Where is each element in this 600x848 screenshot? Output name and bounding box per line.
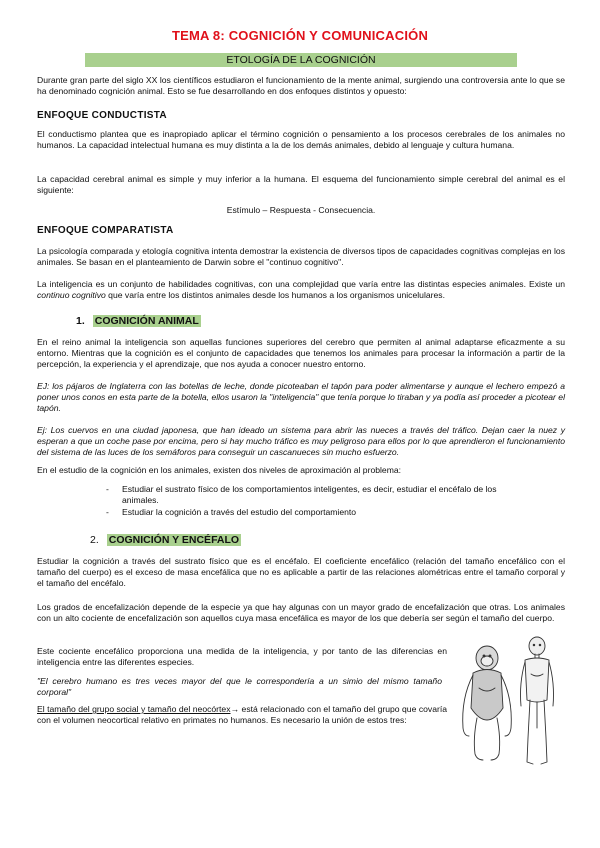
section-1-example-1: EJ: los pájaros de Inglaterra con las botellas de leche, donde picoteaban el tapón para poder alimentarse y aunque el lechero empezó a poner unos conos en esta parte de la botella, ellos usaron la "inteligencia" que tenía porque lo tiraban y ya podía así proceder a picotear el tapón. <box>37 381 565 414</box>
section-1-paragraph-2: En el estudio de la cognición en los animales, existen dos niveles de aproximación al problema: <box>37 465 402 475</box>
conductista-paragraph-1: El conductismo plantea que es inapropiado aplicar el término cognición o pensamiento a los procesos cerebrales de los animales no humanos. La capacidad intelectual humana es muy distinta a la de los demás animales, debido al lenguaje y cultura humana. <box>37 129 565 151</box>
section-2-heading <box>90 534 241 546</box>
conductista-scheme: Estímulo – Respuesta - Consecuencia. <box>226 205 376 215</box>
section-1-heading <box>76 315 201 327</box>
section-1-paragraph-1: En el reino animal la inteligencia son aquellas funciones superiores del cerebro que permiten al animal adaptarse eficazmente a su entorno. Mientras que la cognición es el conjunto de capacidades que tenemos los animales para procesar la información a partir de la percepción, la experiencia y el aprendizaje, que nos ayuda a conocer nuestro entorno. <box>37 337 565 370</box>
section-2-title: COGNICIÓN Y ENCÉFALO <box>108 534 240 546</box>
heading-comparatista: ENFOQUE COMPARATISTA <box>37 225 174 236</box>
section-2-paragraph-2: Los grados de encefalización depende de la especie ya que hay algunas con un mayor grado de encefalización que otras. Los animales con un alto cociente de encefalización son aquellos cuya masa encefálica es mayor de los que debería ser según el tamaño del cuerpo. <box>37 602 565 624</box>
heading-conductista: ENFOQUE CONDUCTISTA <box>37 110 167 121</box>
comparatista-paragraph-2 <box>37 279 565 301</box>
comparatista-p2-italic: continuo cognitivo <box>37 290 106 301</box>
comparatista-paragraph-1: La psicología comparada y etología cognitiva intenta demostrar la existencia de diversos tipos de capacidades cognitivas complejas en los animales. Se basan en el planteamiento de Darwin sobre el "continuo cognitivo". <box>37 246 565 268</box>
conductista-paragraph-2: La capacidad cerebral animal es simple y muy inferior a la humana. El esquema del funcionamiento simple cerebral del animal es el siguiente: <box>37 174 565 196</box>
subtitle-bar: ETOLOGÍA DE LA COGNICIÓN <box>85 53 517 67</box>
page-title: TEMA 8: COGNICIÓN Y COMUNICACIÓN <box>171 28 429 43</box>
intro-paragraph: Durante gran parte del siglo XX los científicos estudiaron el funcionamiento de la mente animal, surgiendo una controversia ante lo que se ha denominado cognición animal. Esto se fue desarrollando en dos enfoques distintos y opuesto: <box>37 75 565 97</box>
neocortex-underlined: El tamaño del grupo social y tamaño del neocórtex <box>37 704 231 714</box>
bullet-text: Estudiar el sustrato físico de los comportamientos inteligentes, es decir, estudiar el encéfalo de los animales. <box>122 484 497 506</box>
comparatista-p2-a: La inteligencia es un conjunto de habilidades cognitivas, con una complejidad que varía entre las distintas especies animales. Existe un <box>37 279 565 289</box>
bullet-text: Estudiar la cognición a través del estudio del comportamiento <box>122 507 357 517</box>
neocortex-rest: → está relacionado con el tamaño del grupo que covaría con el volumen neocortical relativo en primates no humanos. Es necesario la unión de estos tres: <box>37 704 447 726</box>
bullet-dash: - <box>106 507 109 517</box>
section-1-number: 1. <box>76 315 85 327</box>
section-1-title: COGNICIÓN ANIMAL <box>94 315 199 327</box>
section-2-paragraph-1: Estudiar la cognición a través del sustrato físico que es el encéfalo. El coeficiente encefálico (relación del tamaño encefálico con el tamaño del cuerpo) es el exceso de masa encefálica que no es aplicable a partir de las relaciones alométricas entre el tamaño corporal y el tamaño del encéfalo. <box>37 556 565 589</box>
section-2-number: 2. <box>90 534 99 546</box>
ape-human-illustration <box>455 628 567 770</box>
section-2-paragraph-3: Este cociente encefálico proporciona una medida de la inteligencia, y por tanto de las diferencias en inteligencia entre las diferentes especies. <box>37 646 447 668</box>
comparatista-p2-c: que varía entre los distintos animales desde los humanos a los organismos unicelulares. <box>105 290 445 301</box>
section-1-example-2: Ej: Los cuervos en una ciudad japonesa, que han ideado un sistema para abrir las nueces a través del tráfico. Dejan caer la nuez y esperan a que un coche pase por encima, pero si hay mucho tráfico es muy peligroso para ellos por lo que aprendieron el funcionamiento del sistema de las luces de los semáforos para conseguir un cascanueces sin mucho esfuerzo. <box>37 425 565 458</box>
section-2-quote: "El cerebro humano es tres veces mayor del que le correspondería a un simio del mismo tamaño corporal" <box>37 676 442 698</box>
section-2-paragraph-4 <box>37 704 447 726</box>
bullet-dash: - <box>106 484 109 494</box>
